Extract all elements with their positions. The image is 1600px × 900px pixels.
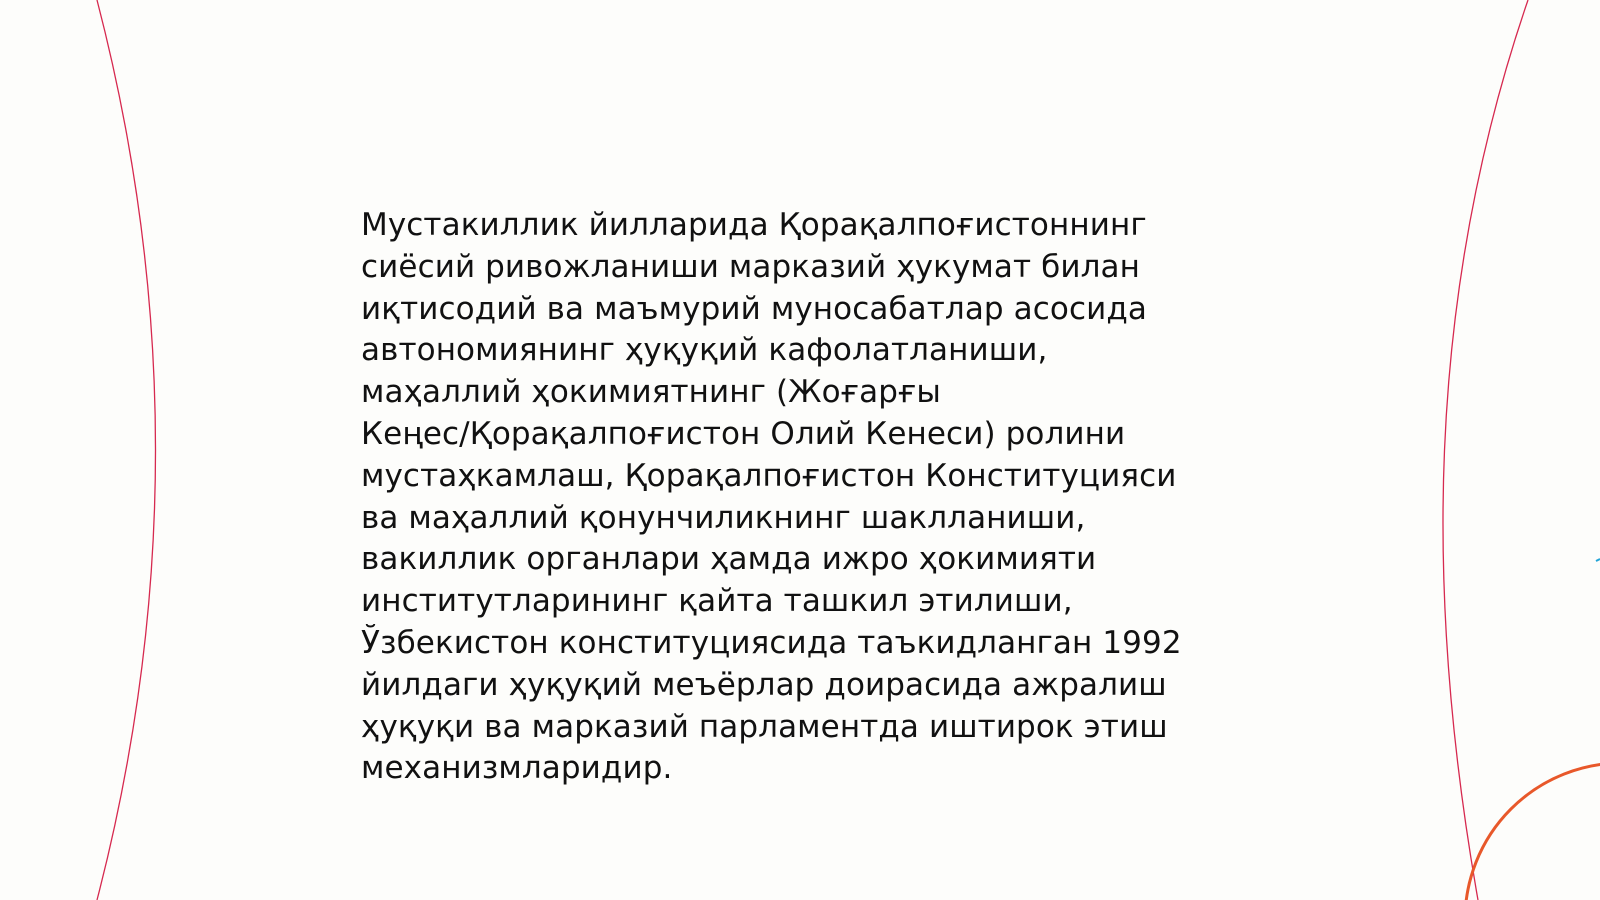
accent-orange-arc xyxy=(1465,763,1600,900)
left-curve-line xyxy=(97,0,156,900)
accent-blue-mark xyxy=(1596,559,1600,561)
right-curve-line xyxy=(1443,0,1528,900)
slide-body-text: Мустакиллик йилларида Қорақалпоғистоннинг сиёсий ривожланиши марказий ҳукумат билан иқтисодий ва маъмурий муносабатлар асосида автономиянинг ҳуқуқий кафолатланиши, маҳаллий ҳокимиятнинг (Жоғарғы Кеңес/Қорақалпоғистон Олий Кенеси) ролини мустаҳкамлаш, Қорақалпоғистон Конституцияси ва маҳаллий қонунчиликнинг шаклланиши, вакиллик органлари ҳамда ижро ҳокимияти институтларининг қайта ташкил этилиши, Ўзбекистон конституциясида таъкидланган 1992 йилдаги ҳуқуқий меъёрлар доирасида ажралиш ҳуқуқи ва марказий парламентда иштирок этиш механизмларидир. xyxy=(361,207,1182,787)
